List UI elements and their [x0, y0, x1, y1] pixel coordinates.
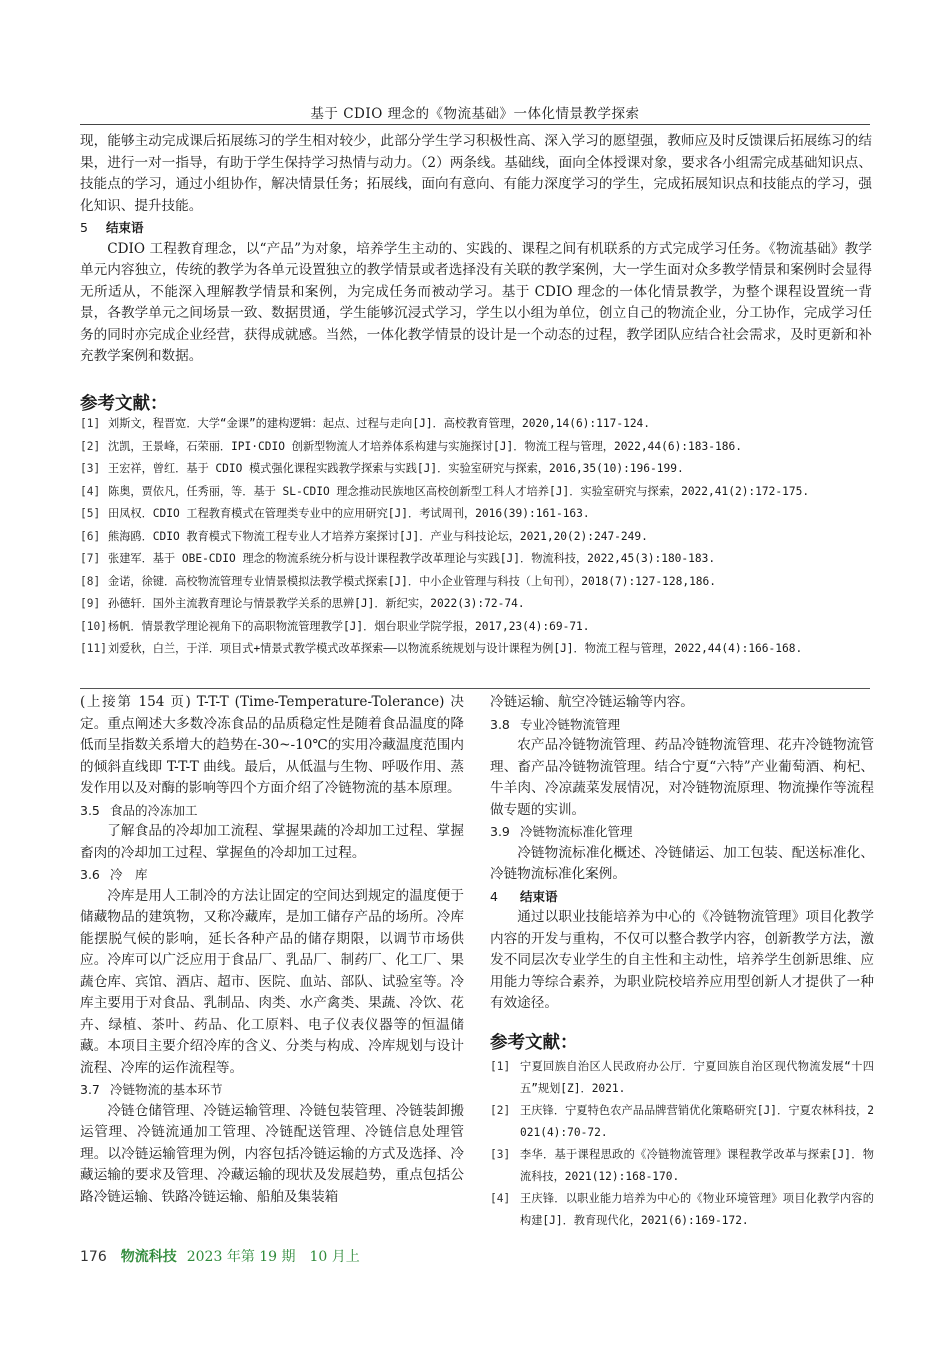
article-divider — [80, 688, 870, 689]
reference-tag: [8] — [80, 574, 101, 588]
right-paragraph-2: 农产品冷链物流管理、药品冷链物流管理、花卉冷链物流管理、畜产品冷链物流管理。结合宁夏“六特”产业葡萄酒、枸杞、牛羊肉、冷凉蔬菜发展情况，对冷链物流原理、物流操作等流程做专题的实训。 — [490, 737, 874, 818]
header-rule — [80, 124, 870, 125]
section-number: 3.6 — [80, 867, 100, 882]
page-footer — [80, 1246, 360, 1266]
section-title: 结束语 — [520, 888, 558, 904]
reference-text: 陈奥，贾依凡，任秀丽，等．基于 SL-CDIO 理念推动民族地区高校创新型工科人才培养[J]．实验室研究与探索，2022,41(2):172-175. — [108, 484, 810, 498]
reference-tag: [4] — [80, 484, 101, 498]
reference-tag: [9] — [80, 597, 101, 610]
reference-tag: [10] — [80, 619, 107, 633]
reference-item — [80, 527, 872, 546]
left-column — [80, 692, 464, 1208]
right-paragraph-1: 冷链运输、航空冷链运输等内容。 — [490, 694, 694, 710]
section-title: 结束语 — [106, 220, 144, 235]
section-3-9-heading — [490, 821, 874, 843]
reference-tag: [3] — [80, 462, 101, 475]
journal-name: 物流科技 — [120, 1249, 177, 1265]
section-title: 冷 库 — [110, 867, 148, 882]
section-title: 冷链物流标准化管理 — [520, 824, 633, 839]
reference-item — [80, 572, 872, 591]
reference-text: 刘爱秋，白兰，于洋．项目式+情景式教学模式改革探索——以物流系统规划与设计课程为例[J]．物流工程与管理，2022,44(4):166-168. — [108, 642, 803, 655]
left-paragraph-3: 冷库是用人工制冷的方法让固定的空间达到规定的温度便于储藏物品的建筑物，又称冷藏库，是加工储存产品的场所。冷库能摆脱气候的影响，延长各种产品的储存期限，以调节市场供应。冷库可以广泛应用于食品厂、乳品厂、制药厂、化工厂、果蔬仓库、宾馆、酒店、超市、医院、血站、部队、试验室等。冷库主要用于对食品、乳制品、肉类、水产禽类、果蔬、冷饮、花卉、绿植、茶叶、药品、化工原料、电子仪表仪器等的恒温储藏。本项目主要介绍冷库的含义、分类与构成、冷库规划与设计流程、冷库的运作流程等。 — [80, 887, 464, 1076]
reference-text: 王宏祥，曾红．基于 CDIO 模式强化课程实践教学探索与实践[J]．实验室研究与探索，2016,35(10):196-199. — [108, 462, 684, 475]
reference-item — [490, 1188, 874, 1232]
reference-text: 王庆锋．宁夏特色农产品品牌营销优化策略研究[J]．宁夏农林科技，2021(4):70-72. — [520, 1103, 874, 1139]
section-number: 4 — [490, 888, 498, 904]
right-paragraph-3: 冷链物流标准化概述、冷链储运、加工包装、配送标准化、冷链物流标准化案例。 — [490, 844, 874, 882]
reference-item — [80, 617, 872, 636]
reference-tag: [1] — [490, 1059, 511, 1073]
section-number: 3.8 — [490, 716, 510, 732]
reference-item — [80, 482, 872, 501]
reference-item — [490, 1100, 874, 1144]
reference-tag: [3] — [490, 1147, 511, 1161]
right-column — [490, 692, 874, 1232]
issue-info: 2023 年第 19 期 10 月上 — [186, 1249, 360, 1265]
reference-text: 孙德轩．国外主流教育理论与情景教学关系的思辨[J]．新纪实，2022(3):72-74. — [108, 597, 525, 610]
reference-text: 杨帆．情景教学理论视角下的高职物流管理教学[J]．烟台职业学院学报，2017,23(4):69-71. — [108, 619, 590, 633]
reference-item — [80, 414, 872, 433]
section-4-heading — [490, 886, 874, 908]
top-paragraph-1: 现，能够主动完成课后拓展练习的学生相对较少，此部分学生学习积极性高、深入学习的愿望强，教师应及时反馈课后拓展练习的结果，进行一对一指导，有助于学生保持学习热情与动力。（2）两条线。基础线，面向全体授课对象，要求各小组需完成基础知识点、技能点的学习，通过小组协作，解决情景任务；拓展线，面向有意向、有能力深度学习的学生，完成拓展知识点和技能点的学习，强化知识、提升技能。 — [80, 133, 872, 214]
reference-tag: [6] — [80, 529, 101, 543]
section-number: 5 — [80, 220, 88, 235]
section-3-6-heading — [80, 864, 464, 886]
left-paragraph-4: 冷链仓储管理、冷链运输管理、冷链包装管理、冷链装卸搬运管理、冷链流通加工管理、冷链配送管理、冷链信息处理管理。以冷链运输管理为例，内容包括冷链运输的方式及选择、冷藏运输的要求及管理、冷藏运输的现状及发展趋势，重点包括公路冷链运输、铁路冷链运输、船舶及集装箱 — [80, 1102, 464, 1205]
reference-item — [80, 437, 872, 456]
section-number: 3.9 — [490, 824, 510, 839]
references-heading: 参考文献： — [80, 394, 168, 414]
reference-item — [80, 639, 872, 658]
left-paragraph-2: 了解食品的冷却加工流程、掌握果蔬的冷却加工过程、掌握畜肉的冷却加工过程、掌握鱼的冷却加工过程。 — [80, 823, 464, 861]
reference-item — [490, 1144, 874, 1188]
section-3-8-heading — [490, 714, 874, 736]
reference-text: 熊海鸥．CDIO 教育模式下物流工程专业人才培养方案探讨[J]．产业与科技论坛，2021,20(2):247-249. — [108, 529, 648, 543]
reference-tag: [11] — [80, 642, 107, 655]
reference-item — [80, 594, 872, 613]
section-3-7-heading — [80, 1079, 464, 1101]
page-number: 176 — [80, 1249, 107, 1265]
reference-tag: [5] — [80, 507, 101, 520]
top-article-body — [80, 131, 872, 368]
reference-text: 宁夏回族自治区人民政府办公厅．宁夏回族自治区现代物流发展“十四五”规划[Z]．2021. — [520, 1059, 874, 1095]
section-number: 3.5 — [80, 802, 100, 818]
reference-tag: [4] — [490, 1191, 511, 1205]
reference-text: 王庆锋．以职业能力培养为中心的《物业环境管理》项目化教学内容的构建[J]．教育现代化，2021(6):169-172. — [520, 1191, 874, 1227]
right-paragraph-4: 通过以职业技能培养为中心的《冷链物流管理》项目化教学内容的开发与重构，不仅可以整合教学内容，创新教学方法，激发不同层次专业学生的自主性和主动性，培养学生创新思维、应用能力等综合素养，为职业院校培养应用型创新人才提供了一种有效途径。 — [490, 909, 874, 1011]
reference-text: 李华．基于课程思政的《冷链物流管理》课程教学改革与探索[J]．物流科技，2021(12):168-170. — [520, 1147, 874, 1183]
section-3-5-heading — [80, 800, 464, 822]
right-references-list — [490, 1056, 874, 1232]
top-paragraph-2: CDIO 工程教育理念，以“产品”为对象，培养学生主动的、实践的、课程之间有机联系的方式完成学习任务。《物流基础》教学单元内容独立，传统的教学为各单元设置独立的教学情景或者选择没有关联的教学案例，大一学生面对众多教学情景和案例时会显得无所适从，不能深入理解教学情景和案例，为完成任务而被动学习。基于 CDIO 理念的一体化情景教学，为整个课程设置统一背景，各教学单元之间场景一致、数据贯通，学生能够沉浸式学习，学生以小组为单位，创立自己的物流企业，分工协作，完成学习任务的同时亦完成企业经营，获得成就感。当然，一体化教学情景的设计是一个动态的过程，教学团队应结合社会需求，及时更新和补充教学案例和数据。 — [80, 240, 872, 364]
section-title: 食品的冷冻加工 — [110, 802, 198, 818]
right-references-heading: 参考文献： — [490, 1032, 578, 1053]
reference-item — [80, 549, 872, 568]
left-paragraph-1: (上接第 154 页) T-T-T (Time-Temperature-Tolerance) 决定。重点阐述大多数冷冻食品的品质稳定性是随着食品温度的降低而呈指数关系增大的趋势在-30~-10℃的实用冷藏温度范围内的倾斜直线即 T-T-T 曲线。最后，从低温与生物、呼吸作用、蒸发作用以及对酶的影响等四个方面介绍了冷链物流的基本原理。 — [80, 694, 464, 796]
running-head: 基于 CDIO 理念的《物流基础》一体化情景教学探索 — [310, 106, 640, 122]
reference-text: 金诺，徐键．高校物流管理专业情景模拟法教学模式探索[J]．中小企业管理与科技（上旬刊），2018(7):127-128,186. — [108, 574, 717, 588]
reference-text: 张建军．基于 OBE-CDIO 理念的物流系统分析与设计课程教学改革理论与实践[J]．物流科技，2022,45(3):180-183. — [108, 552, 716, 565]
reference-tag: [2] — [490, 1103, 511, 1117]
reference-tag: [7] — [80, 552, 101, 565]
reference-text: 沈凯，王景峰，石荣丽．IPI·CDIO 创新型物流人才培养体系构建与实施探讨[J]．物流工程与管理，2022,44(6):183-186. — [108, 439, 742, 453]
reference-item — [80, 504, 872, 523]
references-list — [80, 414, 872, 662]
reference-tag: [1] — [80, 417, 101, 430]
reference-tag: [2] — [80, 439, 101, 453]
section-5-heading — [80, 217, 872, 239]
section-title: 冷链物流的基本环节 — [110, 1082, 223, 1097]
section-number: 3.7 — [80, 1082, 100, 1097]
reference-item — [80, 459, 872, 478]
reference-text: 刘斯文，程晋宽．大学“金课”的建构逻辑：起点、过程与走向[J]．高校教育管理，2020,14(6):117-124. — [108, 417, 651, 430]
section-title: 专业冷链物流管理 — [520, 716, 621, 732]
reference-text: 田凤权．CDIO 工程教育模式在管理类专业中的应用研究[J]．考试周刊，2016(39):161-163. — [108, 507, 590, 520]
reference-item — [490, 1056, 874, 1100]
